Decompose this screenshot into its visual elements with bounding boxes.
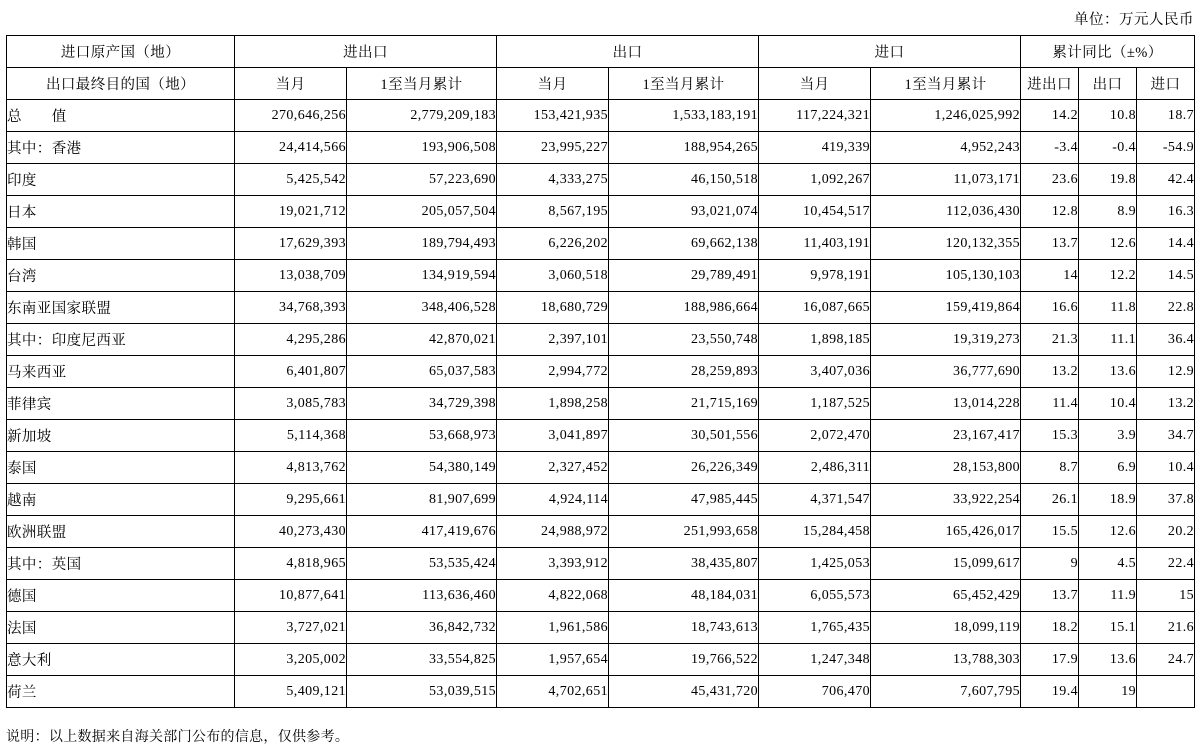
cell-yoy-import: 18.7 [1137, 100, 1195, 132]
cell-yoy-total: 11.4 [1021, 388, 1079, 420]
cell-yoy-import: 14.4 [1137, 228, 1195, 260]
cell-total-month: 3,727,021 [235, 612, 347, 644]
cell-import-cumulative: 33,922,254 [871, 484, 1021, 516]
cell-total-month: 17,629,393 [235, 228, 347, 260]
cell-total-cumulative: 81,907,699 [347, 484, 497, 516]
row-label: 越南 [7, 484, 235, 516]
cell-import-cumulative: 13,014,228 [871, 388, 1021, 420]
cell-yoy-import: 14.5 [1137, 260, 1195, 292]
cell-total-month: 4,295,286 [235, 324, 347, 356]
cell-total-cumulative: 205,057,504 [347, 196, 497, 228]
cell-export-month: 4,702,651 [497, 676, 609, 708]
row-label: 新加坡 [7, 420, 235, 452]
cell-export-month: 3,060,518 [497, 260, 609, 292]
header-row-groups [7, 36, 1195, 68]
table-row [7, 260, 1195, 292]
cell-total-month: 5,425,542 [235, 164, 347, 196]
cell-export-cumulative: 188,954,265 [609, 132, 759, 164]
cell-total-cumulative: 193,906,508 [347, 132, 497, 164]
table-header [7, 36, 1195, 100]
cell-total-month: 9,295,661 [235, 484, 347, 516]
table-row [7, 580, 1195, 612]
table-row [7, 516, 1195, 548]
cell-export-month: 2,994,772 [497, 356, 609, 388]
cell-yoy-export: 12.6 [1079, 228, 1137, 260]
cell-import-month: 2,072,470 [759, 420, 871, 452]
cell-yoy-import: 10.4 [1137, 452, 1195, 484]
cell-yoy-total: 14.2 [1021, 100, 1079, 132]
table-row [7, 228, 1195, 260]
header-export-cumulative: 1至当月累计 [609, 68, 759, 100]
header-import-cumulative: 1至当月累计 [871, 68, 1021, 100]
row-label: 马来西亚 [7, 356, 235, 388]
cell-yoy-export: 19.8 [1079, 164, 1137, 196]
cell-import-cumulative: 105,130,103 [871, 260, 1021, 292]
trade-statistics-table [6, 35, 1195, 708]
cell-total-cumulative: 417,419,676 [347, 516, 497, 548]
cell-yoy-total: 16.6 [1021, 292, 1079, 324]
cell-yoy-export: -0.4 [1079, 132, 1137, 164]
cell-import-cumulative: 23,167,417 [871, 420, 1021, 452]
cell-total-month: 19,021,712 [235, 196, 347, 228]
cell-yoy-total: 13.7 [1021, 228, 1079, 260]
cell-yoy-import: 21.6 [1137, 612, 1195, 644]
cell-export-cumulative: 26,226,349 [609, 452, 759, 484]
cell-total-cumulative: 65,037,583 [347, 356, 497, 388]
cell-total-cumulative: 34,729,398 [347, 388, 497, 420]
cell-yoy-total: 14 [1021, 260, 1079, 292]
row-label: 日本 [7, 196, 235, 228]
table-row [7, 548, 1195, 580]
row-label: 韩国 [7, 228, 235, 260]
cell-total-cumulative: 53,668,973 [347, 420, 497, 452]
cell-total-cumulative: 42,870,021 [347, 324, 497, 356]
header-total-month: 当月 [235, 68, 347, 100]
cell-yoy-export: 13.6 [1079, 644, 1137, 676]
cell-yoy-total: 12.8 [1021, 196, 1079, 228]
cell-total-cumulative: 134,919,594 [347, 260, 497, 292]
cell-yoy-total: 19.4 [1021, 676, 1079, 708]
cell-export-month: 1,898,258 [497, 388, 609, 420]
cell-import-month: 10,454,517 [759, 196, 871, 228]
cell-total-cumulative: 54,380,149 [347, 452, 497, 484]
cell-yoy-export: 10.8 [1079, 100, 1137, 132]
table-row [7, 388, 1195, 420]
row-label: 欧洲联盟 [7, 516, 235, 548]
cell-total-month: 4,813,762 [235, 452, 347, 484]
cell-import-month: 6,055,573 [759, 580, 871, 612]
header-group-export: 出口 [497, 36, 759, 68]
cell-total-cumulative: 33,554,825 [347, 644, 497, 676]
cell-export-month: 3,041,897 [497, 420, 609, 452]
cell-import-cumulative: 11,073,171 [871, 164, 1021, 196]
cell-yoy-export: 11.1 [1079, 324, 1137, 356]
table-row [7, 676, 1195, 708]
cell-yoy-export: 11.9 [1079, 580, 1137, 612]
cell-total-month: 34,768,393 [235, 292, 347, 324]
header-group-yoy: 累计同比（±%） [1021, 36, 1195, 68]
cell-yoy-total: 13.7 [1021, 580, 1079, 612]
cell-yoy-total: 26.1 [1021, 484, 1079, 516]
cell-yoy-total: 15.3 [1021, 420, 1079, 452]
row-label: 其中：香港 [7, 132, 235, 164]
cell-export-month: 3,393,912 [497, 548, 609, 580]
cell-import-month: 419,339 [759, 132, 871, 164]
table-row [7, 612, 1195, 644]
cell-total-month: 10,877,641 [235, 580, 347, 612]
cell-export-month: 6,226,202 [497, 228, 609, 260]
cell-yoy-import [1137, 676, 1195, 708]
cell-export-cumulative: 45,431,720 [609, 676, 759, 708]
table-row [7, 356, 1195, 388]
cell-yoy-export: 6.9 [1079, 452, 1137, 484]
cell-yoy-export: 10.4 [1079, 388, 1137, 420]
cell-import-cumulative: 28,153,800 [871, 452, 1021, 484]
cell-total-month: 24,414,566 [235, 132, 347, 164]
cell-yoy-export: 13.6 [1079, 356, 1137, 388]
cell-total-month: 6,401,807 [235, 356, 347, 388]
row-label: 泰国 [7, 452, 235, 484]
cell-yoy-total: 18.2 [1021, 612, 1079, 644]
cell-import-cumulative: 165,426,017 [871, 516, 1021, 548]
header-destination-country: 出口最终目的国（地） [7, 68, 235, 100]
cell-import-month: 1,187,525 [759, 388, 871, 420]
cell-total-month: 270,646,256 [235, 100, 347, 132]
cell-yoy-import: 37.8 [1137, 484, 1195, 516]
header-export-month: 当月 [497, 68, 609, 100]
cell-export-cumulative: 30,501,556 [609, 420, 759, 452]
cell-export-cumulative: 19,766,522 [609, 644, 759, 676]
row-label: 台湾 [7, 260, 235, 292]
cell-export-month: 1,957,654 [497, 644, 609, 676]
cell-yoy-import: 34.7 [1137, 420, 1195, 452]
table-row [7, 132, 1195, 164]
cell-yoy-export: 12.6 [1079, 516, 1137, 548]
cell-yoy-export: 15.1 [1079, 612, 1137, 644]
cell-import-cumulative: 7,607,795 [871, 676, 1021, 708]
row-label: 其中：印度尼西亚 [7, 324, 235, 356]
cell-yoy-import: 15 [1137, 580, 1195, 612]
cell-export-month: 18,680,729 [497, 292, 609, 324]
row-label: 总 值 [7, 100, 235, 132]
cell-import-month: 1,898,185 [759, 324, 871, 356]
cell-yoy-total: 23.6 [1021, 164, 1079, 196]
cell-yoy-export: 3.9 [1079, 420, 1137, 452]
cell-export-cumulative: 93,021,074 [609, 196, 759, 228]
header-group-total: 进出口 [235, 36, 497, 68]
cell-export-month: 2,397,101 [497, 324, 609, 356]
cell-yoy-import: 13.2 [1137, 388, 1195, 420]
cell-import-cumulative: 65,452,429 [871, 580, 1021, 612]
cell-export-cumulative: 21,715,169 [609, 388, 759, 420]
table-row [7, 420, 1195, 452]
cell-total-cumulative: 113,636,460 [347, 580, 497, 612]
cell-export-month: 153,421,935 [497, 100, 609, 132]
cell-export-cumulative: 23,550,748 [609, 324, 759, 356]
row-label: 法国 [7, 612, 235, 644]
cell-export-month: 4,822,068 [497, 580, 609, 612]
cell-import-cumulative: 159,419,864 [871, 292, 1021, 324]
cell-import-month: 9,978,191 [759, 260, 871, 292]
cell-import-month: 3,407,036 [759, 356, 871, 388]
header-yoy-import: 进口 [1137, 68, 1195, 100]
cell-export-month: 23,995,227 [497, 132, 609, 164]
row-label: 荷兰 [7, 676, 235, 708]
header-total-cumulative: 1至当月累计 [347, 68, 497, 100]
cell-export-cumulative: 18,743,613 [609, 612, 759, 644]
cell-total-cumulative: 53,535,424 [347, 548, 497, 580]
table-row [7, 292, 1195, 324]
cell-yoy-export: 19 [1079, 676, 1137, 708]
row-label: 意大利 [7, 644, 235, 676]
cell-yoy-export: 12.2 [1079, 260, 1137, 292]
cell-import-cumulative: 19,319,273 [871, 324, 1021, 356]
cell-yoy-export: 11.8 [1079, 292, 1137, 324]
cell-export-cumulative: 28,259,893 [609, 356, 759, 388]
cell-export-month: 24,988,972 [497, 516, 609, 548]
cell-yoy-total: 8.7 [1021, 452, 1079, 484]
cell-export-cumulative: 188,986,664 [609, 292, 759, 324]
header-import-month: 当月 [759, 68, 871, 100]
cell-import-cumulative: 36,777,690 [871, 356, 1021, 388]
table-row [7, 484, 1195, 516]
cell-total-cumulative: 348,406,528 [347, 292, 497, 324]
cell-yoy-import: 22.8 [1137, 292, 1195, 324]
header-yoy-total: 进出口 [1021, 68, 1079, 100]
cell-import-cumulative: 18,099,119 [871, 612, 1021, 644]
cell-export-cumulative: 38,435,807 [609, 548, 759, 580]
table-row [7, 164, 1195, 196]
cell-total-month: 3,085,783 [235, 388, 347, 420]
cell-import-month: 1,425,053 [759, 548, 871, 580]
cell-total-month: 4,818,965 [235, 548, 347, 580]
cell-total-month: 5,409,121 [235, 676, 347, 708]
cell-import-month: 16,087,665 [759, 292, 871, 324]
cell-export-month: 2,327,452 [497, 452, 609, 484]
cell-import-month: 1,247,348 [759, 644, 871, 676]
cell-import-month: 11,403,191 [759, 228, 871, 260]
cell-total-cumulative: 189,794,493 [347, 228, 497, 260]
cell-yoy-export: 18.9 [1079, 484, 1137, 516]
cell-yoy-import: -54.9 [1137, 132, 1195, 164]
cell-export-cumulative: 69,662,138 [609, 228, 759, 260]
cell-yoy-total: 9 [1021, 548, 1079, 580]
cell-yoy-total: 21.3 [1021, 324, 1079, 356]
cell-import-month: 1,092,267 [759, 164, 871, 196]
cell-import-month: 1,765,435 [759, 612, 871, 644]
cell-total-month: 5,114,368 [235, 420, 347, 452]
table-row [7, 100, 1195, 132]
cell-import-cumulative: 13,788,303 [871, 644, 1021, 676]
cell-import-cumulative: 120,132,355 [871, 228, 1021, 260]
cell-yoy-total: -3.4 [1021, 132, 1079, 164]
cell-total-cumulative: 57,223,690 [347, 164, 497, 196]
cell-export-cumulative: 47,985,445 [609, 484, 759, 516]
cell-yoy-import: 22.4 [1137, 548, 1195, 580]
cell-yoy-total: 17.9 [1021, 644, 1079, 676]
cell-export-month: 8,567,195 [497, 196, 609, 228]
cell-import-month: 4,371,547 [759, 484, 871, 516]
row-label: 东南亚国家联盟 [7, 292, 235, 324]
cell-export-cumulative: 48,184,031 [609, 580, 759, 612]
cell-export-cumulative: 251,993,658 [609, 516, 759, 548]
cell-yoy-import: 20.2 [1137, 516, 1195, 548]
cell-yoy-export: 4.5 [1079, 548, 1137, 580]
cell-import-cumulative: 15,099,617 [871, 548, 1021, 580]
cell-total-month: 40,273,430 [235, 516, 347, 548]
cell-export-cumulative: 1,533,183,191 [609, 100, 759, 132]
row-label: 印度 [7, 164, 235, 196]
cell-yoy-total: 13.2 [1021, 356, 1079, 388]
cell-yoy-import: 16.3 [1137, 196, 1195, 228]
cell-yoy-import: 24.7 [1137, 644, 1195, 676]
unit-note: 单位：万元人民币 [1074, 12, 1194, 28]
header-row-subcolumns [7, 68, 1195, 100]
table-row [7, 196, 1195, 228]
row-label: 其中：英国 [7, 548, 235, 580]
cell-export-cumulative: 46,150,518 [609, 164, 759, 196]
table-body [7, 100, 1195, 708]
table-row [7, 452, 1195, 484]
cell-export-month: 1,961,586 [497, 612, 609, 644]
cell-total-cumulative: 2,779,209,183 [347, 100, 497, 132]
cell-total-month: 3,205,002 [235, 644, 347, 676]
header-group-import: 进口 [759, 36, 1021, 68]
cell-import-month: 2,486,311 [759, 452, 871, 484]
cell-total-month: 13,038,709 [235, 260, 347, 292]
cell-import-month: 15,284,458 [759, 516, 871, 548]
cell-import-month: 117,224,321 [759, 100, 871, 132]
cell-yoy-import: 12.9 [1137, 356, 1195, 388]
header-yoy-export: 出口 [1079, 68, 1137, 100]
row-label: 菲律宾 [7, 388, 235, 420]
table-row [7, 644, 1195, 676]
table-row [7, 324, 1195, 356]
row-label: 德国 [7, 580, 235, 612]
header-origin-country: 进口原产国（地） [7, 36, 235, 68]
cell-export-month: 4,333,275 [497, 164, 609, 196]
cell-import-cumulative: 4,952,243 [871, 132, 1021, 164]
footer-note: 说明：以上数据来自海关部门公布的信息，仅供参考。 [6, 730, 350, 745]
cell-yoy-import: 42.4 [1137, 164, 1195, 196]
cell-import-cumulative: 1,246,025,992 [871, 100, 1021, 132]
cell-export-cumulative: 29,789,491 [609, 260, 759, 292]
cell-import-cumulative: 112,036,430 [871, 196, 1021, 228]
cell-total-cumulative: 36,842,732 [347, 612, 497, 644]
cell-yoy-export: 8.9 [1079, 196, 1137, 228]
cell-import-month: 706,470 [759, 676, 871, 708]
cell-export-month: 4,924,114 [497, 484, 609, 516]
cell-yoy-total: 15.5 [1021, 516, 1079, 548]
cell-total-cumulative: 53,039,515 [347, 676, 497, 708]
cell-yoy-import: 36.4 [1137, 324, 1195, 356]
